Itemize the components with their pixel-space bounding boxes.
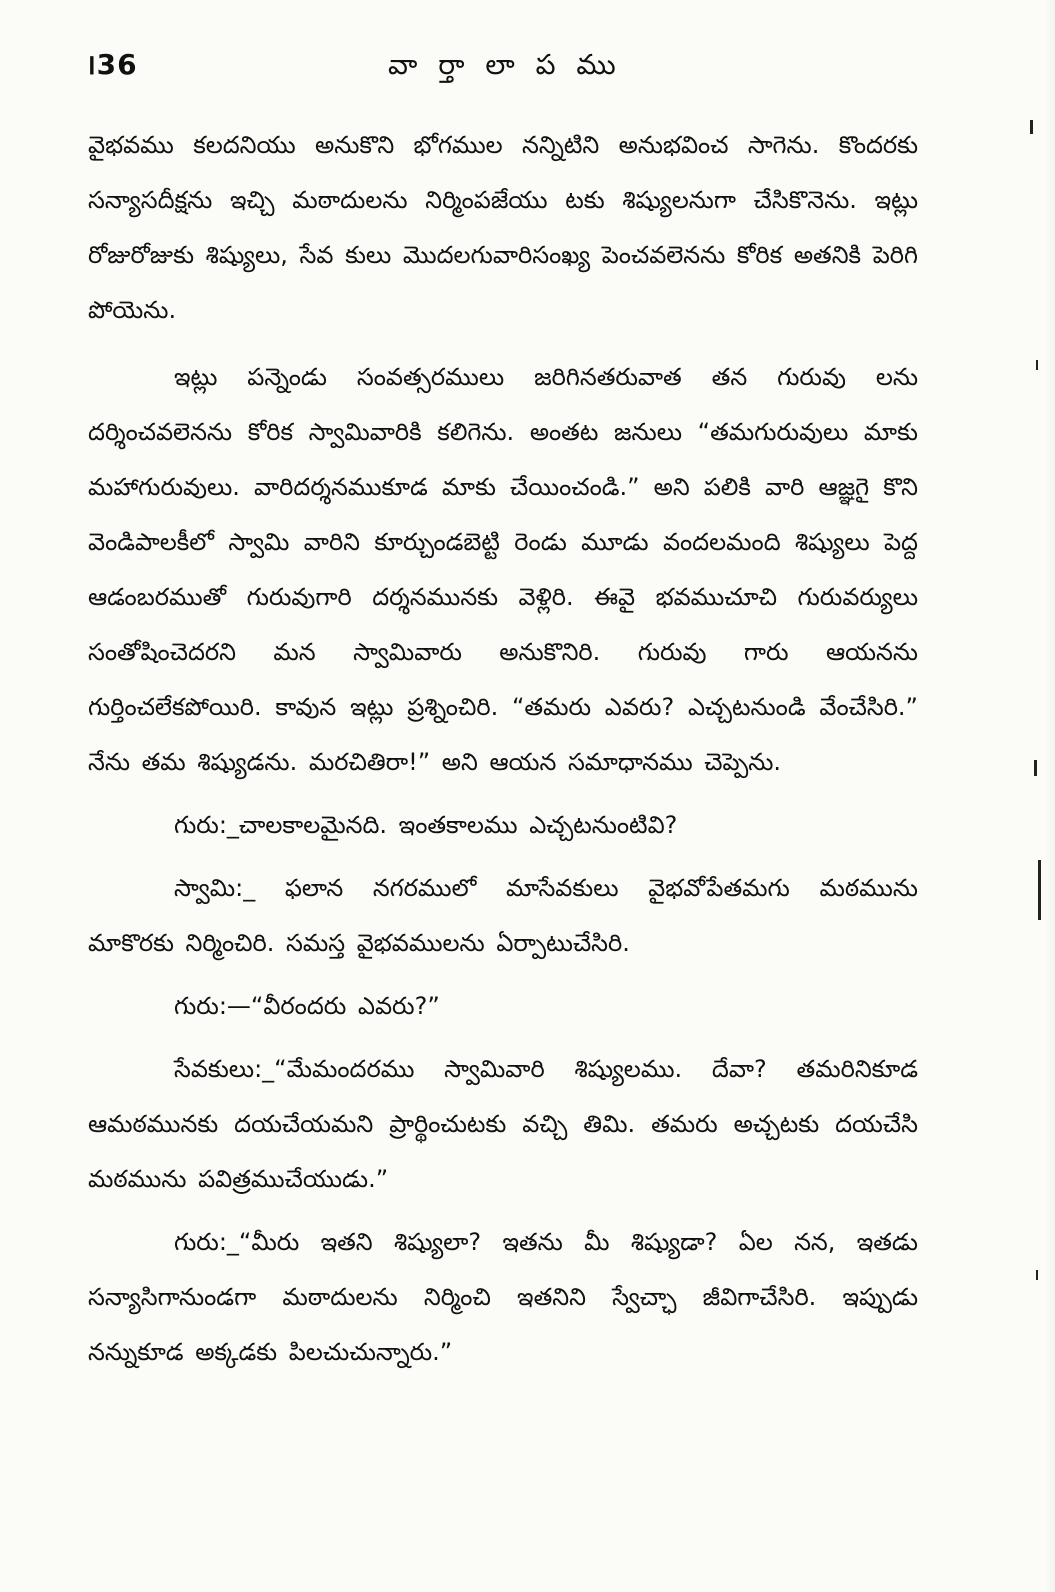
scan-speck (1036, 360, 1038, 370)
page-number: ౹36 (88, 48, 138, 81)
dialogue-guru-3: గురు:_“మీరు ఇతని శిష్యులా? ఇతను మీ శిష్యుడా? ఏల నన, ఇతడు సన్యాసిగానుండగా మఠాదులను నిర్మించి ఇతనిని స్వేచ్ఛా జీవిగాచేసిరి. ఇప్పుడు నన్నుకూడ అక్కడకు పిలచుచున్నారు.” (88, 1228, 918, 1366)
dialogue-swami-1: స్వామి:_ ఫలాన నగరములో మాసేవకులు వైభవోపేతమగు మఠమును మాకొరకు నిర్మించిరి. సమస్త వైభవములను ఏర్పాటుచేసిరి. (88, 874, 918, 957)
scan-speck (1034, 760, 1037, 776)
dialogue-guru-1: గురు:_చాలకాలమైనది. ఇంతకాలము ఎచ్చటనుంటివి? (174, 811, 678, 839)
paragraph-2: ఇట్లు పన్నెండు సంవత్సరములు జరిగినతరువాత తన గురువు లను దర్శించవలెనను కోరిక స్వామివారికి కలిగెను. అంతట జనులు “తమగురువులు మాకు మహాగురువులు. వారిదర్శనముకూడ మాకు చేయించండి.” అని పలికి వారి ఆజ్ఞగై కొని వెండిపాలకీలో స్వామి వారిని కూర్చుండబెట్టి రెండు మూడు వందలమంది శిష్యులు పెద్ద ఆడంబరముతో గురువుగారి దర్శనమునకు వెళ్లిరి. ఈవై భవముచూచి గురువర్యులు సంతోషించెదరని మన స్వామివారు అనుకొనిరి. గురువు గారు ఆయనను గుర్తించలేకపోయిరి. కావున ఇట్లు ప్రశ్నించిరి. “తమరు ఎవరు? ఎచ్చటనుండి వేంచేసిరి.” నేను తమ శిష్యుడను. మరచితిరా!” అని ఆయన సమాధానము చెప్పెను. (88, 363, 918, 776)
page-header (88, 40, 928, 96)
scan-edge-shadow (1045, 0, 1055, 1592)
scan-speck (1036, 1270, 1038, 1280)
dialogue-guru-2: గురు:—“వీరందరు ఎవరు?” (174, 992, 440, 1020)
paragraph-1: వైభవము కలదనియు అనుకొని భోగముల నన్నిటిని అనుభవించ సాగెను. కొందరకు సన్యాసదీక్షను ఇచ్చి మఠాదులను నిర్మింపజేయు టకు శిష్యులనుగా చేసికొనెను. ఇట్లు రోజురోజుకు శిష్యులు, సేవ కులు మొదలగువారిసంఖ్య పెంచవలెనను కోరిక అతనికి పెరిగి పోయెను. (88, 131, 918, 324)
body-text (88, 118, 918, 1388)
scan-speck (1038, 860, 1041, 920)
running-title: వా ర్తా లా ప ము (388, 48, 622, 81)
scan-speck (1030, 120, 1033, 134)
dialogue-sevakulu-1: సేవకులు:_“మేమందరము స్వామివారి శిష్యులము. దేవా? తమరినికూడ ఆమఠమునకు దయచేయమని ప్రార్థించుటకు వచ్చి తిమి. తమరు అచ్చటకు దయచేసి మఠమును పవిత్రముచేయుడు.” (88, 1055, 918, 1193)
